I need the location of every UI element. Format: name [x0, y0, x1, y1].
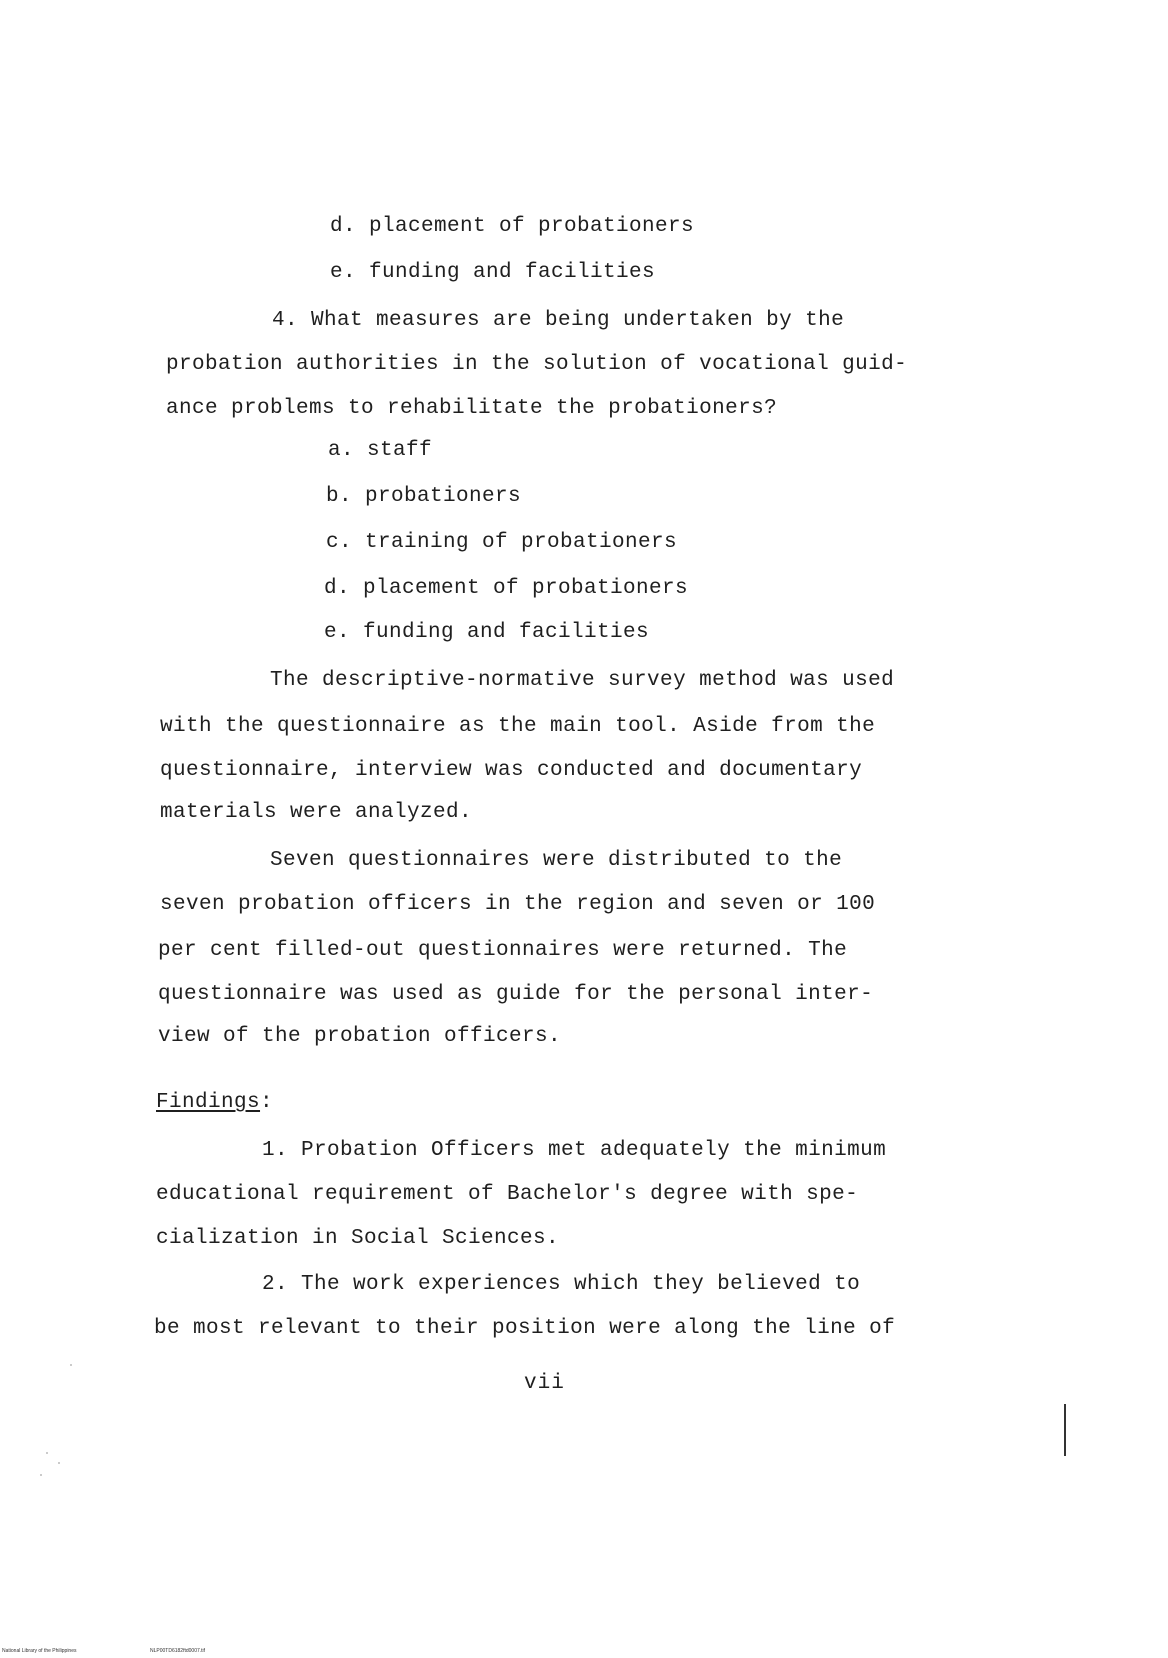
footer-library: National Library of the Philippines — [2, 1648, 77, 1654]
scan-speck — [40, 1474, 42, 1476]
list-item-training: c. training of probationers — [326, 531, 678, 554]
footer-filename: NLP00TD6182ftd0007.tif — [150, 1648, 206, 1654]
paragraph-line: be most relevant to their position were along the line of — [154, 1317, 896, 1340]
paragraph-line: questionnaire was used as guide for the personal inter- — [158, 983, 874, 1006]
list-item-placement: d. placement of probationers — [324, 577, 689, 600]
finding-1-line: 1. Probation Officers met adequately the minimum — [262, 1139, 887, 1162]
finding-2-line: 2. The work experiences which they believed to — [262, 1273, 861, 1296]
scan-speck — [70, 1364, 72, 1366]
heading-suffix: : — [260, 1091, 274, 1114]
paragraph-line: cialization in Social Sciences. — [156, 1227, 560, 1250]
scan-speck — [46, 1452, 48, 1454]
paragraph-line: questionnaire, interview was conducted and documentary — [160, 759, 863, 782]
list-item-funding: e. funding and facilities — [330, 261, 656, 284]
paragraph-line: educational requirement of Bachelor's degree with spe- — [156, 1183, 859, 1206]
paragraph-line: per cent filled-out questionnaires were returned. The — [158, 939, 848, 962]
paragraph-line: probation authorities in the solution of vocational guid- — [166, 353, 908, 376]
paragraph-line: with the questionnaire as the main tool. Aside from the — [160, 715, 876, 738]
heading-text: Findings — [156, 1091, 261, 1114]
list-item-staff: a. staff — [328, 439, 433, 462]
scan-mark — [1064, 1404, 1066, 1456]
paragraph-line: Seven questionnaires were distributed to the — [270, 849, 843, 872]
paragraph-line: materials were analyzed. — [160, 801, 473, 824]
scan-speck — [58, 1462, 60, 1464]
list-item-funding: e. funding and facilities — [324, 621, 650, 644]
paragraph-line: The descriptive-normative survey method was used — [270, 669, 895, 692]
paragraph-line: ance problems to rehabilitate the probationers? — [166, 397, 778, 420]
page-number: vii — [524, 1372, 565, 1395]
list-item-probationers: b. probationers — [326, 485, 522, 508]
paragraph-line: view of the probation officers. — [158, 1025, 562, 1048]
section-heading-findings — [156, 1090, 273, 1116]
list-item-placement: d. placement of probationers — [330, 215, 695, 238]
question-4-line: 4. What measures are being undertaken by the — [272, 309, 845, 332]
paragraph-line: seven probation officers in the region and seven or 100 — [160, 893, 876, 916]
